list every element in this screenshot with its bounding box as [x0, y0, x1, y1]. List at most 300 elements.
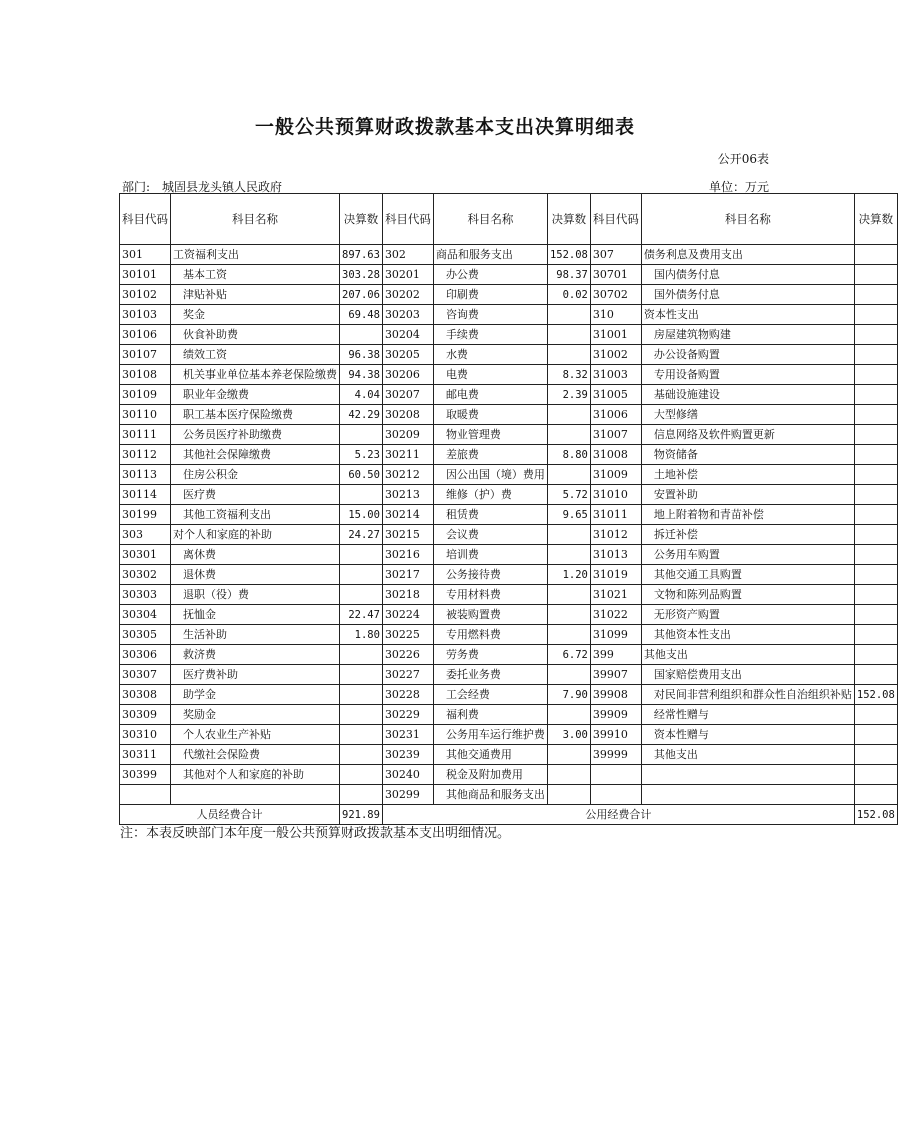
code-cell: 30103	[120, 305, 171, 325]
code-cell	[590, 785, 641, 805]
code-cell: 30108	[120, 365, 171, 385]
code-cell: 30102	[120, 285, 171, 305]
amount-cell: 96.38	[340, 345, 383, 365]
code-cell: 39908	[590, 685, 641, 705]
amount-cell: 94.38	[340, 365, 383, 385]
amount-cell	[854, 785, 897, 805]
name-cell: 伙食补助费	[171, 325, 340, 345]
code-cell: 31006	[590, 405, 641, 425]
table-row	[120, 605, 898, 625]
name-cell: 生活补助	[171, 625, 340, 645]
name-cell: 安置补助	[641, 485, 854, 505]
name-cell: 手续费	[433, 325, 547, 345]
code-cell: 30206	[382, 365, 433, 385]
table-row	[120, 505, 898, 525]
name-cell: 住房公积金	[171, 465, 340, 485]
amount-cell	[340, 585, 383, 605]
form-number: 公开06表	[717, 152, 769, 166]
table-row	[120, 405, 898, 425]
amount-cell	[547, 745, 590, 765]
amount-cell	[340, 765, 383, 785]
name-cell: 基本工资	[171, 265, 340, 285]
amount-cell	[854, 705, 897, 725]
header-cell: 科目代码	[382, 194, 433, 245]
name-cell: 福利费	[433, 705, 547, 725]
code-cell: 30308	[120, 685, 171, 705]
amount-cell	[854, 465, 897, 485]
table-row	[120, 285, 898, 305]
name-cell: 印刷费	[433, 285, 547, 305]
name-cell: 其他支出	[641, 745, 854, 765]
name-cell: 拆迁补偿	[641, 525, 854, 545]
name-cell: 房屋建筑物购建	[641, 325, 854, 345]
code-cell: 30309	[120, 705, 171, 725]
code-cell: 30214	[382, 505, 433, 525]
table-row	[120, 665, 898, 685]
amount-cell: 1.20	[547, 565, 590, 585]
name-cell: 离休费	[171, 545, 340, 565]
code-cell: 30201	[382, 265, 433, 285]
amount-cell: 7.90	[547, 685, 590, 705]
name-cell: 绩效工资	[171, 345, 340, 365]
name-cell: 其他交通工具购置	[641, 565, 854, 585]
name-cell: 商品和服务支出	[433, 245, 547, 265]
amount-cell	[340, 545, 383, 565]
public-total-label: 公用经费合计	[382, 805, 854, 825]
name-cell: 公务用车运行维护费	[433, 725, 547, 745]
table-row	[120, 625, 898, 645]
table-row	[120, 245, 898, 265]
code-cell: 31012	[590, 525, 641, 545]
code-cell: 30199	[120, 505, 171, 525]
table-note: 注：本表反映部门本年度一般公共预算财政拨款基本支出明细情况。	[120, 826, 511, 841]
code-cell: 31022	[590, 605, 641, 625]
name-cell: 维修（护）费	[433, 485, 547, 505]
code-cell	[590, 765, 641, 785]
name-cell: 会议费	[433, 525, 547, 545]
name-cell: 专用燃料费	[433, 625, 547, 645]
code-cell: 30227	[382, 665, 433, 685]
name-cell: 津贴补贴	[171, 285, 340, 305]
amount-cell	[340, 325, 383, 345]
department-label: 部门:	[122, 180, 151, 194]
amount-cell: 6.72	[547, 645, 590, 665]
amount-cell: 2.39	[547, 385, 590, 405]
code-cell: 30113	[120, 465, 171, 485]
amount-cell	[340, 645, 383, 665]
code-cell: 30215	[382, 525, 433, 545]
personnel-total-value: 921.89	[340, 805, 383, 825]
name-cell: 职工基本医疗保险缴费	[171, 405, 340, 425]
name-cell: 信息网络及软件购置更新	[641, 425, 854, 445]
code-cell: 30204	[382, 325, 433, 345]
code-cell: 399	[590, 645, 641, 665]
code-cell: 30304	[120, 605, 171, 625]
amount-cell	[340, 705, 383, 725]
name-cell: 公务接待费	[433, 565, 547, 585]
name-cell: 个人农业生产补贴	[171, 725, 340, 745]
name-cell: 物资储备	[641, 445, 854, 465]
amount-cell	[340, 745, 383, 765]
department-name: 城固县龙头镇人民政府	[162, 180, 283, 194]
code-cell: 30109	[120, 385, 171, 405]
table-row	[120, 385, 898, 405]
amount-cell	[854, 665, 897, 685]
amount-cell	[854, 325, 897, 345]
amount-cell	[547, 325, 590, 345]
amount-cell	[340, 685, 383, 705]
code-cell: 302	[382, 245, 433, 265]
code-cell: 31013	[590, 545, 641, 565]
name-cell: 退职（役）费	[171, 585, 340, 605]
name-cell: 国内债务付息	[641, 265, 854, 285]
name-cell: 电费	[433, 365, 547, 385]
amount-cell	[854, 505, 897, 525]
public-total-value: 152.08	[854, 805, 897, 825]
unit-label: 单位：万元	[708, 180, 769, 194]
table-row	[120, 425, 898, 445]
code-cell: 30208	[382, 405, 433, 425]
name-cell: 因公出国（境）费用	[433, 465, 547, 485]
name-cell: 国家赔偿费用支出	[641, 665, 854, 685]
code-cell: 30701	[590, 265, 641, 285]
code-cell: 31001	[590, 325, 641, 345]
code-cell: 30301	[120, 545, 171, 565]
code-cell: 30111	[120, 425, 171, 445]
personnel-total-label: 人员经费合计	[120, 805, 340, 825]
amount-cell: 8.80	[547, 445, 590, 465]
name-cell: 职业年金缴费	[171, 385, 340, 405]
amount-cell	[854, 485, 897, 505]
name-cell	[171, 785, 340, 805]
amount-cell: 3.00	[547, 725, 590, 745]
code-cell: 30212	[382, 465, 433, 485]
header-cell: 科目名称	[641, 194, 854, 245]
table-row	[120, 265, 898, 285]
code-cell: 30310	[120, 725, 171, 745]
code-cell: 30207	[382, 385, 433, 405]
name-cell: 退休费	[171, 565, 340, 585]
code-cell: 31011	[590, 505, 641, 525]
code-cell: 30224	[382, 605, 433, 625]
amount-cell	[547, 545, 590, 565]
code-cell: 30225	[382, 625, 433, 645]
amount-cell	[854, 345, 897, 365]
amount-cell	[547, 785, 590, 805]
code-cell: 31008	[590, 445, 641, 465]
code-cell: 39999	[590, 745, 641, 765]
name-cell: 培训费	[433, 545, 547, 565]
name-cell: 其他工资福利支出	[171, 505, 340, 525]
name-cell: 无形资产购置	[641, 605, 854, 625]
header-cell: 决算数	[340, 194, 383, 245]
amount-cell	[547, 625, 590, 645]
name-cell: 税金及附加费用	[433, 765, 547, 785]
amount-cell	[340, 565, 383, 585]
name-cell: 物业管理费	[433, 425, 547, 445]
header-cell: 科目代码	[590, 194, 641, 245]
code-cell: 30209	[382, 425, 433, 445]
code-cell: 30205	[382, 345, 433, 365]
expenditure-table	[119, 193, 898, 825]
name-cell: 奖励金	[171, 705, 340, 725]
code-cell: 30216	[382, 545, 433, 565]
amount-cell	[340, 785, 383, 805]
table-row	[120, 705, 898, 725]
code-cell: 31099	[590, 625, 641, 645]
amount-cell: 5.72	[547, 485, 590, 505]
table-row	[120, 525, 898, 545]
table-row	[120, 765, 898, 785]
amount-cell: 22.47	[340, 605, 383, 625]
code-cell: 31002	[590, 345, 641, 365]
table-row	[120, 585, 898, 605]
code-cell: 30228	[382, 685, 433, 705]
amount-cell	[854, 545, 897, 565]
name-cell: 工资福利支出	[171, 245, 340, 265]
code-cell: 30305	[120, 625, 171, 645]
name-cell: 机关事业单位基本养老保险缴费	[171, 365, 340, 385]
table-row	[120, 685, 898, 705]
code-cell: 301	[120, 245, 171, 265]
amount-cell: 9.65	[547, 505, 590, 525]
amount-cell: 0.02	[547, 285, 590, 305]
name-cell: 对个人和家庭的补助	[171, 525, 340, 545]
name-cell: 经常性赠与	[641, 705, 854, 725]
name-cell: 专用材料费	[433, 585, 547, 605]
code-cell: 30211	[382, 445, 433, 465]
table-row	[120, 725, 898, 745]
name-cell: 抚恤金	[171, 605, 340, 625]
amount-cell	[854, 405, 897, 425]
code-cell: 31003	[590, 365, 641, 385]
amount-cell: 60.50	[340, 465, 383, 485]
code-cell: 30218	[382, 585, 433, 605]
name-cell: 资本性赠与	[641, 725, 854, 745]
header-cell: 科目代码	[120, 194, 171, 245]
code-cell: 30231	[382, 725, 433, 745]
amount-cell	[854, 245, 897, 265]
amount-cell	[547, 345, 590, 365]
table-row	[120, 745, 898, 765]
code-cell: 30101	[120, 265, 171, 285]
amount-cell: 1.80	[340, 625, 383, 645]
name-cell: 地上附着物和青苗补偿	[641, 505, 854, 525]
name-cell: 资本性支出	[641, 305, 854, 325]
amount-cell	[340, 665, 383, 685]
name-cell: 劳务费	[433, 645, 547, 665]
amount-cell: 152.08	[854, 685, 897, 705]
table-header-row	[120, 194, 898, 245]
amount-cell	[854, 365, 897, 385]
name-cell: 被装购置费	[433, 605, 547, 625]
amount-cell	[854, 645, 897, 665]
code-cell: 30311	[120, 745, 171, 765]
name-cell: 租赁费	[433, 505, 547, 525]
table-row	[120, 785, 898, 805]
amount-cell	[340, 485, 383, 505]
amount-cell	[547, 465, 590, 485]
amount-cell: 897.63	[340, 245, 383, 265]
name-cell: 大型修缮	[641, 405, 854, 425]
code-cell: 30229	[382, 705, 433, 725]
amount-cell: 207.06	[340, 285, 383, 305]
code-cell: 30202	[382, 285, 433, 305]
amount-cell	[340, 725, 383, 745]
table-row	[120, 365, 898, 385]
code-cell: 30299	[382, 785, 433, 805]
code-cell: 307	[590, 245, 641, 265]
code-cell: 30114	[120, 485, 171, 505]
name-cell: 基础设施建设	[641, 385, 854, 405]
name-cell: 代缴社会保险费	[171, 745, 340, 765]
name-cell: 专用设备购置	[641, 365, 854, 385]
name-cell: 公务用车购置	[641, 545, 854, 565]
name-cell: 工会经费	[433, 685, 547, 705]
table-row	[120, 465, 898, 485]
code-cell: 30226	[382, 645, 433, 665]
amount-cell	[854, 285, 897, 305]
table-row	[120, 485, 898, 505]
amount-cell	[854, 745, 897, 765]
amount-cell	[854, 425, 897, 445]
amount-cell	[854, 565, 897, 585]
name-cell: 土地补偿	[641, 465, 854, 485]
code-cell: 30307	[120, 665, 171, 685]
amount-cell: 8.32	[547, 365, 590, 385]
code-cell: 30107	[120, 345, 171, 365]
amount-cell	[547, 585, 590, 605]
code-cell: 31007	[590, 425, 641, 445]
code-cell: 31021	[590, 585, 641, 605]
table-row	[120, 305, 898, 325]
amount-cell: 24.27	[340, 525, 383, 545]
amount-cell	[854, 385, 897, 405]
name-cell: 对民间非营利组织和群众性自治组织补贴	[641, 685, 854, 705]
amount-cell	[854, 585, 897, 605]
amount-cell	[854, 305, 897, 325]
name-cell: 奖金	[171, 305, 340, 325]
name-cell: 助学金	[171, 685, 340, 705]
name-cell: 文物和陈列品购置	[641, 585, 854, 605]
code-cell: 30240	[382, 765, 433, 785]
name-cell: 国外债务付息	[641, 285, 854, 305]
amount-cell	[547, 705, 590, 725]
name-cell: 债务利息及费用支出	[641, 245, 854, 265]
code-cell: 30302	[120, 565, 171, 585]
amount-cell	[547, 765, 590, 785]
amount-cell	[854, 765, 897, 785]
code-cell: 31005	[590, 385, 641, 405]
code-cell: 30110	[120, 405, 171, 425]
name-cell: 公务员医疗补助缴费	[171, 425, 340, 445]
amount-cell: 15.00	[340, 505, 383, 525]
amount-cell	[854, 725, 897, 745]
table-row	[120, 325, 898, 345]
table-row	[120, 345, 898, 365]
name-cell: 委托业务费	[433, 665, 547, 685]
amount-cell	[547, 425, 590, 445]
amount-cell	[854, 605, 897, 625]
code-cell: 30303	[120, 585, 171, 605]
amount-cell: 42.29	[340, 405, 383, 425]
amount-cell	[547, 665, 590, 685]
amount-cell	[854, 445, 897, 465]
amount-cell	[854, 625, 897, 645]
name-cell: 取暖费	[433, 405, 547, 425]
amount-cell: 69.48	[340, 305, 383, 325]
code-cell: 30702	[590, 285, 641, 305]
name-cell: 其他社会保障缴费	[171, 445, 340, 465]
code-cell: 31010	[590, 485, 641, 505]
name-cell: 办公费	[433, 265, 547, 285]
page-title: 一般公共预算财政拨款基本支出决算明细表	[254, 116, 635, 138]
name-cell: 办公设备购置	[641, 345, 854, 365]
code-cell: 31009	[590, 465, 641, 485]
name-cell	[641, 785, 854, 805]
code-cell	[120, 785, 171, 805]
name-cell: 医疗费	[171, 485, 340, 505]
amount-cell: 5.23	[340, 445, 383, 465]
name-cell: 救济费	[171, 645, 340, 665]
amount-cell	[547, 605, 590, 625]
code-cell: 39907	[590, 665, 641, 685]
code-cell: 31019	[590, 565, 641, 585]
table-row	[120, 565, 898, 585]
code-cell: 303	[120, 525, 171, 545]
code-cell: 30106	[120, 325, 171, 345]
header-cell: 科目名称	[433, 194, 547, 245]
name-cell: 水费	[433, 345, 547, 365]
name-cell: 咨询费	[433, 305, 547, 325]
amount-cell: 4.04	[340, 385, 383, 405]
name-cell: 其他支出	[641, 645, 854, 665]
code-cell: 30399	[120, 765, 171, 785]
code-cell: 39910	[590, 725, 641, 745]
name-cell: 其他商品和服务支出	[433, 785, 547, 805]
header-cell: 决算数	[854, 194, 897, 245]
header-cell: 科目名称	[171, 194, 340, 245]
amount-cell	[547, 305, 590, 325]
code-cell: 310	[590, 305, 641, 325]
table-row	[120, 545, 898, 565]
code-cell: 30239	[382, 745, 433, 765]
code-cell: 30217	[382, 565, 433, 585]
code-cell: 39909	[590, 705, 641, 725]
amount-cell: 303.28	[340, 265, 383, 285]
code-cell: 30203	[382, 305, 433, 325]
amount-cell: 152.08	[547, 245, 590, 265]
name-cell: 其他资本性支出	[641, 625, 854, 645]
amount-cell	[547, 525, 590, 545]
code-cell: 30306	[120, 645, 171, 665]
code-cell: 30112	[120, 445, 171, 465]
code-cell: 30213	[382, 485, 433, 505]
name-cell: 医疗费补助	[171, 665, 340, 685]
name-cell	[641, 765, 854, 785]
name-cell: 邮电费	[433, 385, 547, 405]
name-cell: 差旅费	[433, 445, 547, 465]
table-row	[120, 645, 898, 665]
amount-cell	[854, 265, 897, 285]
table-row	[120, 445, 898, 465]
header-cell: 决算数	[547, 194, 590, 245]
amount-cell	[547, 405, 590, 425]
amount-cell	[854, 525, 897, 545]
amount-cell: 98.37	[547, 265, 590, 285]
name-cell: 其他交通费用	[433, 745, 547, 765]
amount-cell	[340, 425, 383, 445]
